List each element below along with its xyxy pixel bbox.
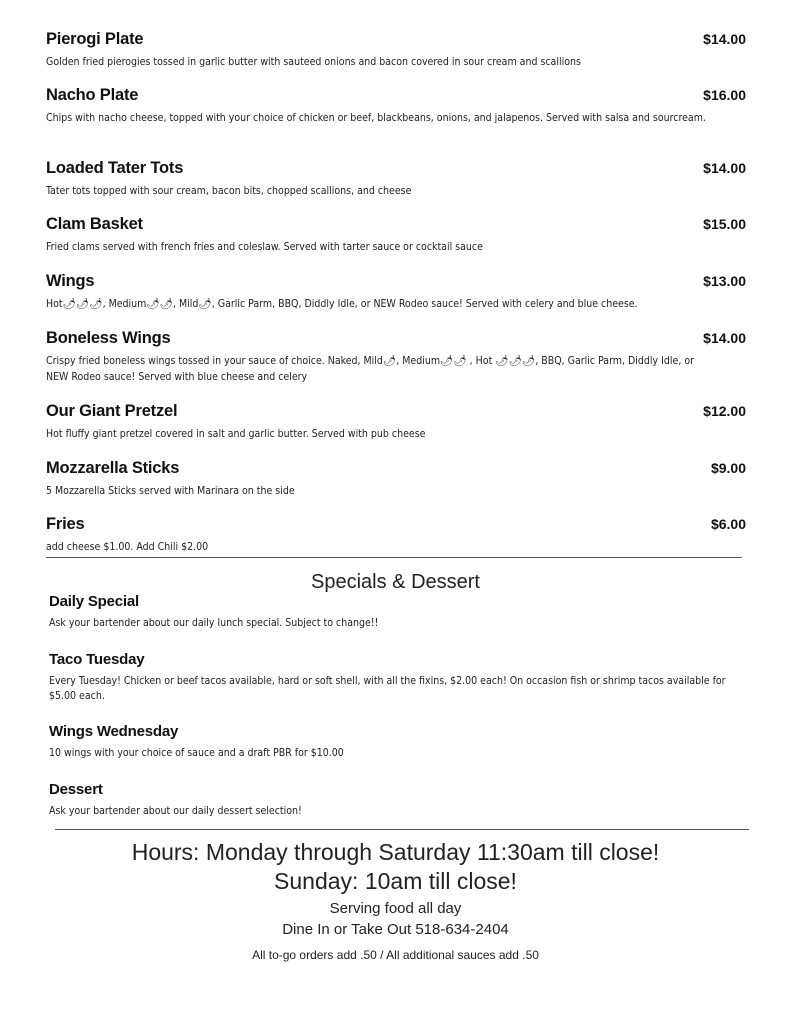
item-description: add cheese $1.00. Add Chili $2.00 xyxy=(46,541,209,553)
menu-item-mozzarella-sticks xyxy=(46,458,746,499)
item-price: $12.00 xyxy=(703,403,746,419)
item-description: Hot🌶🌶🌶, Medium🌶🌶, Mild🌶, Garlic Parm, BBQ, Diddly Idle, or NEW Rodeo sauce! Served with celery and blue cheese. xyxy=(46,298,638,310)
menu-item-pierogi-plate xyxy=(46,29,746,70)
menu-item-boneless-wings xyxy=(46,328,746,385)
special-taco-tuesday xyxy=(49,650,749,704)
item-price: $16.00 xyxy=(703,87,746,103)
menu-item-clam-basket xyxy=(46,214,746,255)
divider-top xyxy=(46,557,742,558)
special-description: Every Tuesday! Chicken or beef tacos available, hard or soft shell, with all the fixins, $2.00 each! On occasion fish or shrimp tacos available for $5.00 each. xyxy=(49,675,726,702)
item-price: $9.00 xyxy=(710,460,746,476)
dine-in-phone: Dine In or Take Out 518-634-2404 xyxy=(282,921,509,938)
special-wings-wednesday xyxy=(49,722,749,761)
item-description: Tater tots topped with sour cream, bacon bits, chopped scallions, and cheese xyxy=(46,185,412,197)
item-name: Fries xyxy=(46,515,85,533)
to-go-note: All to-go orders add .50 / All additional sauces add .50 xyxy=(252,948,539,962)
item-description: Hot fluffy giant pretzel covered in salt and garlic butter. Served with pub cheese xyxy=(46,428,426,440)
menu-item-loaded-tater-tots xyxy=(46,158,746,199)
item-description: Golden fried pierogies tossed in garlic butter with sauteed onions and bacon covered in sour cream and scallions xyxy=(46,56,581,68)
item-name: Nacho Plate xyxy=(46,86,139,104)
special-description: Ask your bartender about our daily dessert selection! xyxy=(49,805,302,817)
item-description: Chips with nacho cheese, topped with your choice of chicken or beef, blackbeans, onions, and jalapenos. Served with salsa and sourcream. xyxy=(46,112,706,124)
serving-note: Serving food all day xyxy=(329,900,462,917)
item-description: Fried clams served with french fries and coleslaw. Served with tarter sauce or cocktail sauce xyxy=(46,241,483,253)
item-name: Clam Basket xyxy=(46,215,143,233)
item-name: Mozzarella Sticks xyxy=(46,459,180,477)
item-price: $13.00 xyxy=(703,273,746,289)
section-title-specials: Specials & Dessert xyxy=(311,571,480,593)
item-price: $14.00 xyxy=(703,160,746,176)
special-name: Wings Wednesday xyxy=(49,723,179,740)
special-description: 10 wings with your choice of sauce and a draft PBR for $10.00 xyxy=(49,747,344,759)
hours-weekday: Hours: Monday through Saturday 11:30am till close! xyxy=(131,839,660,865)
item-name: Boneless Wings xyxy=(46,329,171,347)
menu-item-fries xyxy=(46,514,746,555)
item-description: Crispy fried boneless wings tossed in your sauce of choice. Naked, Mild🌶, Medium🌶🌶 , Hot 🌶🌶🌶, BBQ, Garlic Parm, Diddly Idle, or NEW Rodeo sauce! Served with blue cheese and celery xyxy=(46,355,694,383)
special-name: Taco Tuesday xyxy=(49,651,145,668)
item-price: $6.00 xyxy=(710,516,746,532)
item-price: $15.00 xyxy=(703,216,746,232)
special-daily xyxy=(49,592,749,631)
item-name: Wings xyxy=(46,272,95,290)
divider-bottom xyxy=(55,829,749,830)
item-name: Our Giant Pretzel xyxy=(46,402,178,420)
item-price: $14.00 xyxy=(703,330,746,346)
menu-item-wings xyxy=(46,271,746,312)
menu-item-giant-pretzel xyxy=(46,401,746,442)
hours-sunday: Sunday: 10am till close! xyxy=(274,868,517,894)
special-dessert xyxy=(49,780,749,819)
special-name: Daily Special xyxy=(49,593,139,610)
item-description: 5 Mozzarella Sticks served with Marinara on the side xyxy=(46,485,295,497)
item-name: Loaded Tater Tots xyxy=(46,159,184,177)
special-name: Dessert xyxy=(49,781,103,798)
menu-item-nacho-plate xyxy=(46,85,746,126)
special-description: Ask your bartender about our daily lunch special. Subject to change!! xyxy=(49,617,379,629)
item-price: $14.00 xyxy=(703,31,746,47)
item-name: Pierogi Plate xyxy=(46,30,144,48)
